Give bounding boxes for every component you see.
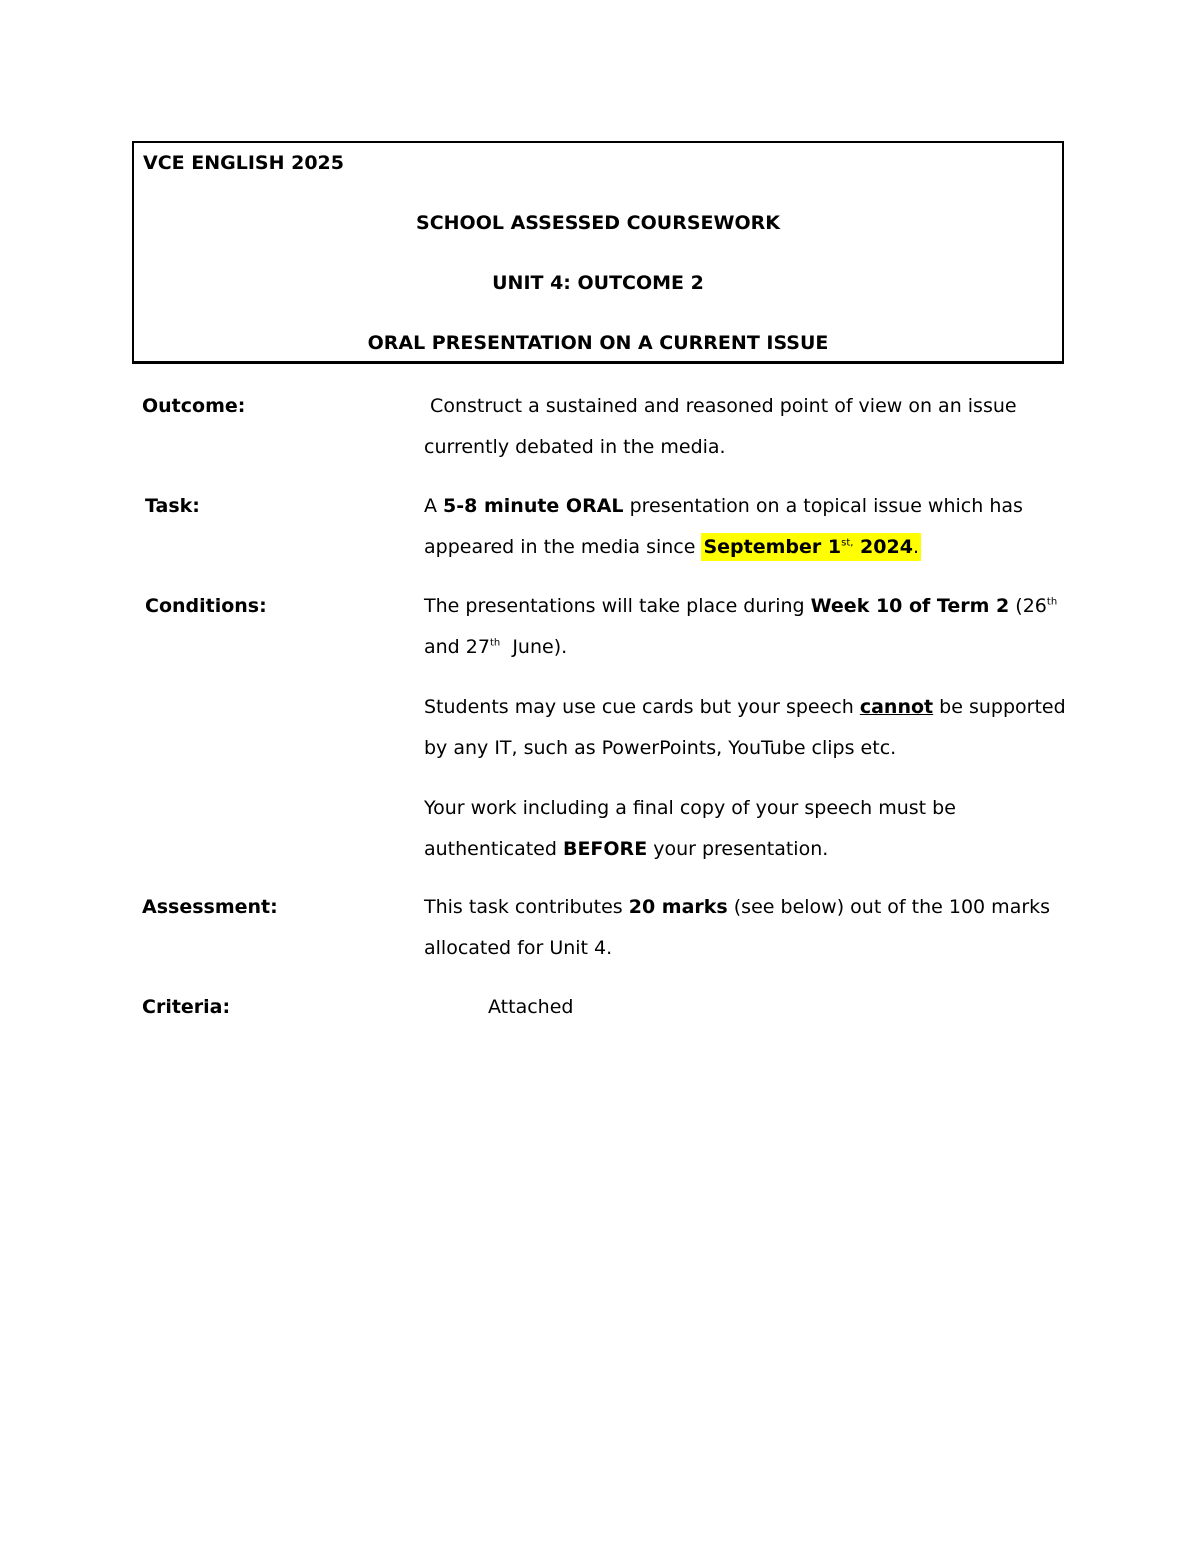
task-period: .	[912, 535, 919, 558]
task-date-highlight	[701, 533, 921, 561]
task-text	[424, 486, 1084, 567]
unit-outcome: UNIT 4: OUTCOME 2	[492, 272, 704, 294]
coursework-type: SCHOOL ASSESSED COURSEWORK	[416, 212, 780, 234]
conditions-p3-a: Your work including a final copy of your speech must be authenticated	[424, 797, 956, 860]
conditions-para-3	[424, 788, 1084, 869]
task-duration: 5-8 minute ORAL	[443, 495, 624, 517]
conditions-para-2	[424, 687, 1084, 768]
task-label: Task:	[145, 495, 200, 517]
task-date: September 1	[703, 535, 842, 558]
conditions-sup-1: th	[1046, 596, 1058, 608]
criteria-label: Criteria:	[142, 996, 231, 1018]
task-text-a: A	[424, 495, 444, 517]
conditions-p1-e: June).	[500, 635, 568, 658]
presentation-title: ORAL PRESENTATION ON A CURRENT ISSUE	[367, 332, 829, 354]
task-date-suffix: st,	[841, 537, 854, 549]
criteria-attached: Attached	[488, 996, 574, 1018]
conditions-p1-c: (26	[1009, 595, 1047, 617]
outcome-value: Construct a sustained and reasoned point of view on an issue currently debated in the media.	[424, 395, 1017, 458]
conditions-label: Conditions:	[145, 595, 267, 617]
task-text-b: presentation on a topical issue which has appeared in the media since	[424, 495, 1023, 558]
conditions-week: Week 10 of Term 2	[810, 595, 1010, 617]
outcome-label: Outcome:	[142, 395, 246, 417]
conditions-cannot: cannot	[859, 696, 934, 718]
conditions-text	[424, 586, 1084, 869]
conditions-p2-a: Students may use cue cards but your speech	[424, 696, 860, 718]
assessment-marks: 20 marks	[628, 896, 728, 918]
outcome-text	[424, 386, 1084, 467]
conditions-p2-c: be supported by any IT, such as PowerPoints, YouTube clips etc.	[424, 696, 1066, 759]
assessment-text	[424, 887, 1084, 968]
assessment-a: This task contributes	[424, 896, 629, 918]
conditions-p1-a: The presentations will take place during	[424, 595, 811, 617]
header-box	[132, 141, 1064, 364]
conditions-sup-2: th	[489, 637, 501, 649]
task-date-year: 2024	[853, 535, 913, 558]
assessment-c: (see below) out of the 100 marks allocated for Unit 4.	[424, 896, 1051, 959]
conditions-para-1	[424, 586, 1084, 667]
conditions-p1-d: and 27	[424, 635, 490, 658]
conditions-p3-c: your presentation.	[647, 837, 829, 860]
conditions-before: BEFORE	[562, 837, 648, 860]
assessment-label: Assessment:	[142, 896, 278, 918]
criteria-value	[488, 987, 1148, 1028]
course-title: VCE ENGLISH 2025	[143, 152, 344, 174]
